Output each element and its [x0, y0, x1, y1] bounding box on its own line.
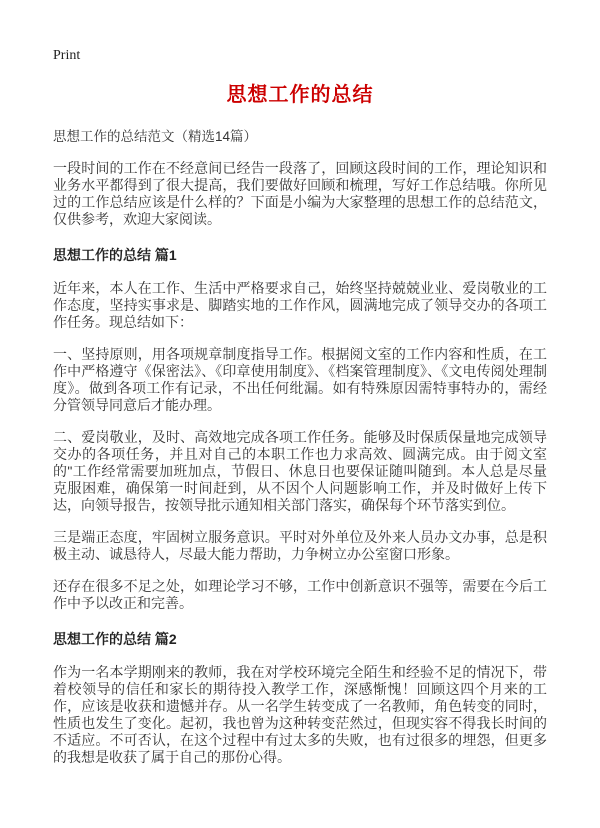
section-1-paragraph: 三是端正态度，牢固树立服务意识。平时对外单位及外来人员办文办事，总是积极主动、诚恳待人，尽最大能力帮助，力争树立办公室窗口形象。 — [53, 529, 547, 562]
intro-paragraph: 一段时间的工作在不经意间已经告一段落了，回顾这段时间的工作，理论知识和业务水平都得到了很大提高，我们要做好回顾和梳理，写好工作总结哦。你所见过的工作总结应该是什么样的？下面是小编为大家整理的思想工作的总结范文，仅供参考，欢迎大家阅读。 — [53, 160, 547, 227]
print-link[interactable]: Print — [53, 48, 81, 63]
page-title: 思想工作的总结 — [226, 84, 374, 106]
section-1-paragraph: 还存在很多不足之处，如理论学习不够，工作中创新意识不强等，需要在今后工作中予以改正和完善。 — [53, 578, 547, 611]
document-subtitle: 思想工作的总结范文（精选14篇） — [53, 129, 258, 144]
section-2-paragraph: 作为一名本学期刚来的教师，我在对学校环境完全陌生和经验不足的情况下，带着校领导的信任和家长的期待投入教学工作，深感惭愧！回顾这四个月来的工作，应该是收获和遗憾并存。从一名学生转变成了一名教师，角色转变的同时，性质也发生了变化。起初，我也曾为这种转变茫然过，但现实容不得我长时间的不适应。不可否认，在这个过程中有过太多的失败，也有过很多的埋怨，但更多的我想是收获了属于自己的那份心得。 — [53, 664, 547, 765]
section-1-paragraph: 二、爱岗敬业，及时、高效地完成各项工作任务。能够及时保质保量地完成领导交办的各项任务，并且对自己的本职工作也力求高效、圆满完成。由于阅文室的"工作经常需要加班加点，节假日、休息日也要保证随叫随到。本人总是尽量克服困难，确保第一时间赶到，从不因个人问题影响工作，并及时做好上传下达，向领导报告，按领导批示通知相关部门落实，确保每个环节落实到位。 — [53, 429, 547, 513]
section-1-paragraph: 近年来，本人在工作、生活中严格要求自己，始终坚持兢兢业业、爱岗敬业的工作态度，坚持实事求是、脚踏实地的工作作风，圆满地完成了领导交办的各项工作任务。现总结如下： — [53, 280, 547, 330]
section-1-heading: 思想工作的总结 篇1 — [53, 247, 177, 263]
section-1-paragraph: 一、坚持原则，用各项规章制度指导工作。根据阅文室的工作内容和性质，在工作中严格遵守《保密法》、《印章使用制度》、《档案管理制度》、《文电传阅处理制度》。做到各项工作有记录，不出任何纰漏。如有特殊原因需特事特办的，需经分管领导同意后才能办理。 — [53, 346, 547, 413]
section-2-heading: 思想工作的总结 篇2 — [53, 631, 177, 647]
